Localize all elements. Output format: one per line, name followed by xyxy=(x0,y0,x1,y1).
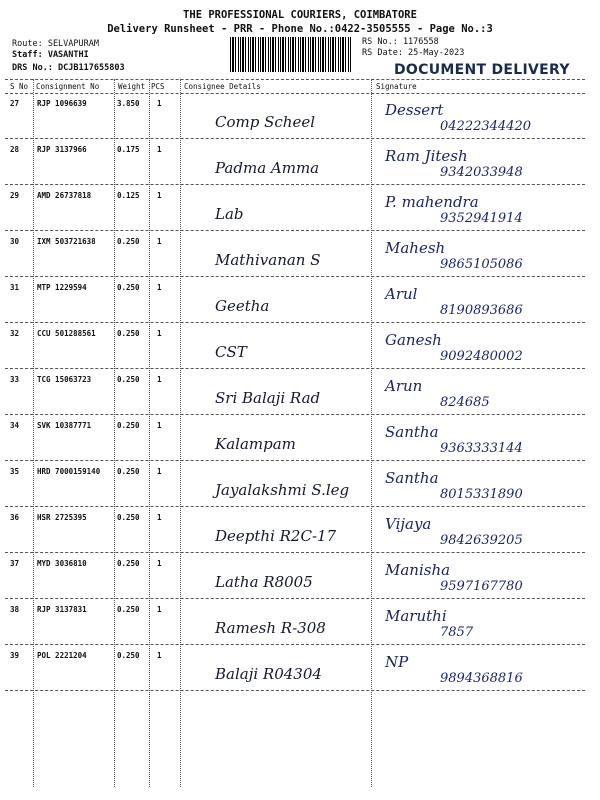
cell-weight: 0.250 xyxy=(117,559,140,568)
signature-handwriting: Ganesh xyxy=(385,331,442,349)
grid-line xyxy=(149,79,150,787)
signature-handwriting: P. mahendra xyxy=(385,193,479,211)
consignee-handwriting: Mathivanan S xyxy=(215,251,321,269)
grid-line xyxy=(5,460,585,461)
route-label: Route: SELVAPURAM xyxy=(12,39,99,49)
signature-handwriting: Dessert xyxy=(385,101,444,119)
cell-weight: 0.250 xyxy=(117,467,140,476)
cell-sno: 39 xyxy=(10,651,20,660)
grid-line xyxy=(5,690,585,691)
grid-line xyxy=(5,506,585,507)
cell-sno: 30 xyxy=(10,237,20,246)
grid-line xyxy=(5,322,585,323)
cell-consignment: RJP 3137966 xyxy=(37,145,87,154)
grid-line xyxy=(5,79,585,80)
cell-pcs: 1 xyxy=(157,467,162,476)
phone-handwriting: 9363333144 xyxy=(440,441,523,456)
phone-handwriting: 9352941914 xyxy=(440,211,523,226)
cell-consignment: IXM 503721638 xyxy=(37,237,96,246)
cell-sno: 29 xyxy=(10,191,20,200)
cell-pcs: 1 xyxy=(157,99,162,108)
phone-handwriting: 9865105086 xyxy=(440,257,523,272)
grid-line xyxy=(5,138,585,139)
phone-handwriting: 9597167780 xyxy=(440,579,523,594)
signature-handwriting: Maruthi xyxy=(385,607,447,625)
cell-sno: 31 xyxy=(10,283,20,292)
grid-line xyxy=(33,79,34,787)
consignee-handwriting: CST xyxy=(215,343,247,361)
grid-line xyxy=(5,368,585,369)
signature-handwriting: Arul xyxy=(385,285,418,303)
cell-pcs: 1 xyxy=(157,237,162,246)
table-header xyxy=(0,79,590,92)
cell-consignment: MYD 3036810 xyxy=(37,559,87,568)
phone-handwriting: 7857 xyxy=(440,625,474,640)
consignee-handwriting: Latha R8005 xyxy=(215,573,313,591)
phone-handwriting: 9894368816 xyxy=(440,671,523,686)
cell-weight: 0.250 xyxy=(117,283,140,292)
document-delivery-stamp: DOCUMENT DELIVERY xyxy=(394,62,570,78)
signature-handwriting: NP xyxy=(385,653,409,671)
cell-weight: 0.250 xyxy=(117,513,140,522)
cell-pcs: 1 xyxy=(157,145,162,154)
staff-label: Staff: VASANTHI xyxy=(12,50,89,60)
rs-number: RS No.: 1176558 xyxy=(362,37,439,47)
cell-consignment: TCG 15063723 xyxy=(37,375,92,384)
cell-consignment: RJP 1096639 xyxy=(37,99,87,108)
cell-weight: 0.250 xyxy=(117,421,140,430)
cell-consignment: POL 2221204 xyxy=(37,651,87,660)
consignee-handwriting: Balaji R04304 xyxy=(215,665,322,683)
cell-weight: 0.125 xyxy=(117,191,140,200)
col-weight: Weight xyxy=(118,82,146,91)
grid-line xyxy=(5,93,585,94)
cell-consignment: MTP 1229594 xyxy=(37,283,87,292)
phone-handwriting: 04222344420 xyxy=(440,119,531,134)
cell-sno: 36 xyxy=(10,513,20,522)
signature-handwriting: Arun xyxy=(385,377,423,395)
cell-weight: 0.250 xyxy=(117,605,140,614)
consignee-handwriting: Kalampam xyxy=(215,435,296,453)
grid-line xyxy=(5,184,585,185)
col-pcs: PCS xyxy=(151,82,165,91)
grid-line xyxy=(5,598,585,599)
consignee-handwriting: Geetha xyxy=(215,297,270,315)
cell-pcs: 1 xyxy=(157,605,162,614)
runsheet-subtitle: Delivery Runsheet - PRR - Phone No.:0422-3505555 - Page No.:3 xyxy=(107,23,493,35)
cell-weight: 0.250 xyxy=(117,237,140,246)
col-sno: S No xyxy=(10,82,29,91)
cell-consignment: HSR 2725395 xyxy=(37,513,87,522)
cell-sno: 38 xyxy=(10,605,20,614)
phone-handwriting: 9842639205 xyxy=(440,533,523,548)
cell-sno: 34 xyxy=(10,421,20,430)
cell-consignment: HRD 7000159140 xyxy=(37,467,101,476)
cell-sno: 37 xyxy=(10,559,20,568)
phone-handwriting: 9342033948 xyxy=(440,165,523,180)
consignee-handwriting: Ramesh R-308 xyxy=(215,619,326,637)
rs-date: RS Date: 25-May-2023 xyxy=(362,48,465,58)
grid-line xyxy=(5,414,585,415)
consignee-handwriting: Deepthi R2C-17 xyxy=(215,527,337,545)
consignee-handwriting: Jayalakshmi S.leg xyxy=(215,481,350,499)
cell-sno: 32 xyxy=(10,329,20,338)
cell-pcs: 1 xyxy=(157,375,162,384)
signature-handwriting: Santha xyxy=(385,469,439,487)
grid-line xyxy=(114,79,115,787)
consignee-handwriting: Padma Amma xyxy=(215,159,320,177)
cell-weight: 0.250 xyxy=(117,375,140,384)
col-consignee: Consignee Details xyxy=(184,82,261,91)
signature-handwriting: Vijaya xyxy=(385,515,432,533)
phone-handwriting: 9092480002 xyxy=(440,349,523,364)
cell-weight: 0.250 xyxy=(117,329,140,338)
cell-weight: 0.175 xyxy=(117,145,140,154)
grid-line xyxy=(371,79,372,787)
grid-line xyxy=(5,552,585,553)
cell-consignment: RJP 3137831 xyxy=(37,605,87,614)
cell-pcs: 1 xyxy=(157,559,162,568)
signature-handwriting: Santha xyxy=(385,423,439,441)
cell-weight: 0.250 xyxy=(117,651,140,660)
phone-handwriting: 824685 xyxy=(440,395,490,410)
cell-pcs: 1 xyxy=(157,513,162,522)
signature-handwriting: Mahesh xyxy=(385,239,446,257)
cell-consignment: CCU 501288561 xyxy=(37,329,96,338)
signature-handwriting: Ram Jitesh xyxy=(385,147,468,165)
grid-line xyxy=(180,79,181,787)
cell-sno: 33 xyxy=(10,375,20,384)
cell-pcs: 1 xyxy=(157,329,162,338)
cell-consignment: SVK 10387771 xyxy=(37,421,92,430)
col-signature: Signature xyxy=(376,82,417,91)
company-title: THE PROFESSIONAL COURIERS, COIMBATORE xyxy=(183,9,417,21)
cell-sno: 27 xyxy=(10,99,20,108)
consignee-handwriting: Lab xyxy=(215,205,244,223)
grid-line xyxy=(5,230,585,231)
grid-line xyxy=(5,276,585,277)
phone-handwriting: 8190893686 xyxy=(440,303,523,318)
col-consignment: Consignment No xyxy=(36,82,100,91)
consignee-handwriting: Comp Scheel xyxy=(215,113,315,131)
cell-pcs: 1 xyxy=(157,283,162,292)
cell-pcs: 1 xyxy=(157,421,162,430)
cell-consignment: AMD 26737818 xyxy=(37,191,92,200)
cell-pcs: 1 xyxy=(157,191,162,200)
cell-pcs: 1 xyxy=(157,651,162,660)
grid-line xyxy=(5,644,585,645)
cell-sno: 28 xyxy=(10,145,20,154)
drs-number: DRS No.: DCJB117655803 xyxy=(12,63,125,73)
barcode xyxy=(230,37,352,72)
cell-weight: 3.850 xyxy=(117,99,140,108)
consignee-handwriting: Sri Balaji Rad xyxy=(215,389,321,407)
cell-sno: 35 xyxy=(10,467,20,476)
signature-handwriting: Manisha xyxy=(385,561,451,579)
phone-handwriting: 8015331890 xyxy=(440,487,523,502)
